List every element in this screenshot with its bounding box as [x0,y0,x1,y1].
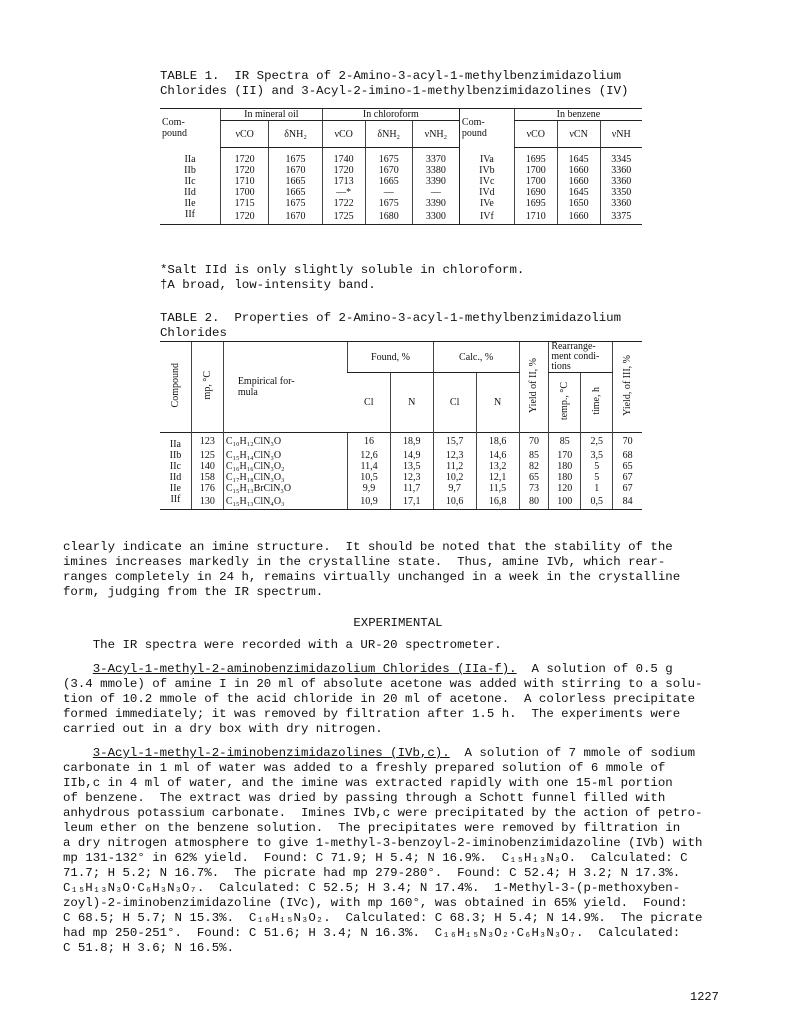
t2-cell: 5 [581,472,613,483]
t2-cell: 9,7 [433,483,476,494]
t1-cell: IVf [459,209,514,225]
t1-row [160,176,642,187]
t2-cell: 13,5 [390,461,433,472]
t2-cell: C₁₇H₁₈ClN₃O₃ [223,472,347,483]
t1-cell: 1660 [557,165,600,176]
t1-cell: 1720 [322,165,365,176]
t1-sub-header: νNH₂ [412,121,459,148]
t1-cell: 1720 [221,165,269,176]
t2-time-header-text: time, h [591,387,603,415]
t2-cell: 12,3 [390,472,433,483]
table2-caption-line2: Chlorides [160,326,227,340]
t1-cell: 1710 [221,176,269,187]
t1-cell: 1740 [322,148,365,166]
footnote-2: †A broad, low-intensity band. [160,278,376,292]
t2-cell: 11,5 [476,483,519,494]
t2-mp-header-text: mp, °C [201,371,213,400]
t2-cell: 180 [549,472,581,483]
t1-cell: 1713 [322,176,365,187]
t2-cell: 10,6 [433,494,476,510]
t2-cell: 73 [519,483,549,494]
t1-cell: IIa [184,153,196,165]
t2-cell: 15,7 [433,433,476,451]
t2-cell: 130 [191,494,223,510]
t1-cell: IVb [459,165,514,176]
t2-cell: 3,5 [581,450,613,461]
t1-row [160,198,642,209]
t2-cell: 85 [519,450,549,461]
table2 [160,341,642,510]
t1-cell: 1660 [557,209,600,225]
t1-cell: 3380 [412,165,459,176]
t1-sub-header: νCO [514,121,557,148]
t2-compound-header [160,342,191,433]
paragraph-ir-spectra: The IR spectra were recorded with a UR-20 spectrometer. [63,638,502,652]
t2-row [160,472,642,483]
t1-cell: —* [322,187,365,198]
t1-chloroform-header: In chloroform [322,109,459,121]
t1-cell: 1675 [269,198,322,209]
paragraph-stability: clearly indicate an imine structure. It should be noted that the stability of the imines increases markedly in the crystalline state. Thus, amine IVb, which rear- ranges completely in 24 h, remains virtually unchanged in a week in the crystalline form, judging from the IR spectrum. [63,540,681,599]
t1-cell: 3375 [600,209,642,225]
t1-cell: 1700 [221,187,269,198]
t2-cell: 180 [549,461,581,472]
t1-cell: 1675 [365,198,412,209]
t2-yield-header [519,342,549,433]
t1-cell: 1660 [557,176,600,187]
t1-cell: 1680 [365,209,412,225]
t1-cell: IIf [160,209,221,225]
t2-cell: 2,5 [581,433,613,451]
t2-cell: C₁₅H₁₃ClN₄O₃ [223,494,347,510]
paragraph-chlorides-text: A solution of 0.5 g (3.4 mmole) of amine I in 20 ml of absolute acetone was added with stirring to a solu- tion of 10.2 mmole of the acid chloride in 20 ml of acetone. A colorless precipitate formed immediately; it was removed by filtration after 1.5 h. The experiments were carried out in a dry box with dry nitrogen. [63,662,703,736]
t2-cell: 67 [613,472,642,483]
t2-row [160,483,642,494]
t2-cell: 18,6 [476,433,519,451]
t1-sub-header: νNH [600,121,642,148]
t1-cell: 3360 [600,176,642,187]
t1-cell: IVe [459,198,514,209]
t2-formula-header: Empirical for- mula [223,342,347,433]
t2-cell: 1 [581,483,613,494]
t2-yield-iii-header [613,342,642,433]
section-title-chlorides: 3-Acyl-1-methyl-2-aminobenzimidazolium Chlorides (IIa-f). [92,662,517,676]
table1-caption [160,69,628,99]
t2-cell: IIc [169,461,181,472]
t2-cell: 9,9 [348,483,390,494]
t2-yield-header-text: Yield of II, % [528,358,540,413]
t2-calc-header: Calc., % [433,342,519,373]
t2-cell: C₁₅H₁₄ClN₃O [223,450,347,461]
t1-row [160,148,642,166]
t1-sub-header: δNH₂ [269,121,322,148]
t2-row [160,461,642,472]
t2-cell: 16 [348,433,390,451]
t1-cell: IVc [459,176,514,187]
t2-yield-iii-header-text: Yield, of III, % [622,355,634,416]
t1-sub-header: νCO [322,121,365,148]
t1-sub-header: νCO [221,121,269,148]
paragraph-iminobenzimidazolines-prep [63,746,743,956]
t1-cell: 1675 [365,148,412,166]
t2-cell: 0,5 [581,494,613,510]
t2-cell: 67 [613,483,642,494]
t1-cell: 3390 [412,176,459,187]
footnote-1: *Salt IId is only slightly soluble in chloroform. [160,263,525,277]
t2-cell: 170 [549,450,581,461]
t2-time-header [581,373,613,433]
t2-cell: 12,6 [348,450,390,461]
t1-row [160,209,642,225]
t1-sub-header: δNH₂ [365,121,412,148]
t2-cell: C₁₅H₁₃BrClN₃O [223,483,347,494]
t2-cell: 140 [191,461,223,472]
t2-cell: 158 [191,472,223,483]
t2-cell: 12,3 [433,450,476,461]
table1-footnotes [160,263,524,293]
table1 [160,108,642,225]
t2-cell: 11,7 [390,483,433,494]
t2-cell: 5 [581,461,613,472]
t2-cell: 80 [519,494,549,510]
t1-cell: 1695 [514,198,557,209]
t2-cell: 68 [613,450,642,461]
t1-cell: 1690 [514,187,557,198]
t1-cell: 3360 [600,165,642,176]
t2-cell: 17,1 [390,494,433,510]
t2-row [160,450,642,461]
t2-calc-n-header: N [476,373,519,433]
t1-cell: 1700 [514,165,557,176]
t1-cell: — [412,187,459,198]
t2-cell: 65 [613,461,642,472]
t1-cell: IIc [184,176,196,187]
t2-cell: 10,2 [433,472,476,483]
t2-cell: 176 [191,483,223,494]
t1-cell: — [365,187,412,198]
t1-cell: 1665 [269,187,322,198]
t1-benzene-header: In benzene [514,109,642,121]
paragraph-chlorides-prep [63,662,743,737]
t1-cell: 1670 [269,209,322,225]
t1-cell: IVd [459,187,514,198]
t1-compound2-header: Com- pound [459,109,514,148]
section-title-iminobenzimidazolines: 3-Acyl-1-methyl-2-iminobenzimidazolines (IVb,c). [92,746,450,760]
t2-cell: IIe [169,483,181,494]
t1-cell: IIe [184,198,196,209]
t2-cell: C₁₆H₁₆ClN₃O₂ [223,461,347,472]
t1-cell: 1675 [269,148,322,166]
t1-mineral-oil-header: In mineral oil [221,109,323,121]
t2-cell: 84 [613,494,642,510]
table1-caption-line2: Chlorides (II) and 3-Acyl-2-imino-1-methylbenzimidazolines (IV) [160,84,629,98]
t2-cell: 18,9 [390,433,433,451]
t1-cell: 1715 [221,198,269,209]
t1-cell: 1645 [557,187,600,198]
t1-cell: 1670 [269,165,322,176]
table2-caption-line1: TABLE 2. Properties of 2-Amino-3-acyl-1-methylbenzimidazolium [160,311,622,325]
t2-cell: 70 [613,433,642,451]
page-number: 1227 [690,990,719,1004]
t2-cell: 11,2 [433,461,476,472]
t1-cell: 1645 [557,148,600,166]
t1-cell: 1720 [221,148,269,166]
t1-cell: 3300 [412,209,459,225]
t2-cell: IIa [160,433,191,451]
t2-cell: 14,9 [390,450,433,461]
t2-compound-header-text: Compound [169,363,181,408]
t2-cell: 70 [519,433,549,451]
t1-cell: 1650 [557,198,600,209]
t2-row [160,494,642,510]
t2-cell: 123 [191,433,223,451]
t2-cell: IIf [160,494,191,510]
experimental-heading: EXPERIMENTAL [353,616,443,630]
t2-calc-cl-header: Cl [433,373,476,433]
t1-cell: IIb [184,165,196,176]
t1-sub-header: νCN [557,121,600,148]
t1-cell: 3345 [600,148,642,166]
t1-cell: 3390 [412,198,459,209]
t1-cell: 1665 [365,176,412,187]
t2-cell: 82 [519,461,549,472]
table2-caption [160,311,621,341]
t2-cell: 16,8 [476,494,519,510]
t2-cell: 10,9 [348,494,390,510]
t2-cell: C₁₀H₁₂ClN₃O [223,433,347,451]
t1-cell: 1720 [221,209,269,225]
t2-cell: 12,1 [476,472,519,483]
t2-cell: IId [169,472,182,483]
t1-cell: 3360 [600,198,642,209]
t1-row [160,165,642,176]
t1-cell: 3350 [600,187,642,198]
t1-cell: 1700 [514,176,557,187]
t2-found-n-header: N [390,373,433,433]
t2-cell: 10,5 [348,472,390,483]
t1-cell: 1695 [514,148,557,166]
t1-compound-header: Com- pound [160,109,221,148]
t2-found-cl-header: Cl [364,397,374,408]
t2-cell: IIb [169,450,182,461]
t1-cell: 1725 [322,209,365,225]
t2-temp-header [549,373,581,433]
t2-cell: 11,4 [348,461,390,472]
table1-caption-line1: TABLE 1. IR Spectra of 2-Amino-3-acyl-1-methylbenzimidazolium [160,69,622,83]
t2-rearrangement-header: Rearrange- ment condi- tions [549,342,613,373]
t1-cell: 1670 [365,165,412,176]
t2-temp-header-text: temp., °C [559,381,571,421]
t2-mp-header [191,342,223,433]
t1-cell: 1710 [514,209,557,225]
t1-cell: IId [184,187,196,198]
t2-cell: 120 [549,483,581,494]
t1-cell: 1722 [322,198,365,209]
paragraph-iminobenzimidazolines-text: A solution of 7 mmole of sodium carbonate in 1 ml of water was added to a freshly prepared solution of 6 mmole of IIb,c in 4 ml of water, and the imine was extracted rapidly with one 15-ml portion of benzene. The extract was dried by passing through a Schott funnel filled with anhydrous potassium carbonate. Imines IVb,c were precipitated by the action of petro- leum ether on the benzene solution. The precipitates were removed by filtration in a dry nitrogen atmosphere to give 1-methyl-3-benzoyl-2-iminobenzimidazoline (IVb) with mp 131-132° in 62% yield. Found: C 71.9; H 5.4; N 16.9%. C₁₅H₁₃N₃O. Calculated: C 71.7; H 5.2; N 16.7%. The picrate had mp 279-280°. Found: C 52.4; H 3.2; N 17.3%. C₁₅H₁₃N₃O·C₆H₃N₃O₇. Calculated: C 52.5; H 3.4; N 17.4%. 1-Methyl-3-(p-methoxyben- zoyl)-2-iminobenzimidazoline (IVc), with mp 160°, was obtained in 65% yield. Found: C 68.5; H 5.7; N 15.3%. C₁₆H₁₅N₃O₂. Calculated: C 68.3; H 5.4; N 14.9%. The picrate had mp 250-251°. Found: C 51.6; H 3.4; N 16.3%. C₁₆H₁₅N₃O₂·C₆H₃N₃O₇. Calculated: C 51.8; H 3.6; N 16.5%. [63,746,703,955]
t2-cell: 14,6 [476,450,519,461]
t1-cell: 1665 [269,176,322,187]
t1-cell: 3370 [412,148,459,166]
t1-cell: IVa [459,148,514,166]
t2-cell: 100 [549,494,581,510]
t2-cell: 65 [519,472,549,483]
t2-found-header: Found, % [348,342,433,373]
t1-row [160,187,642,198]
t2-cell: 85 [549,433,581,451]
t2-row [160,433,642,451]
t2-cell: 125 [191,450,223,461]
t2-cell: 13,2 [476,461,519,472]
